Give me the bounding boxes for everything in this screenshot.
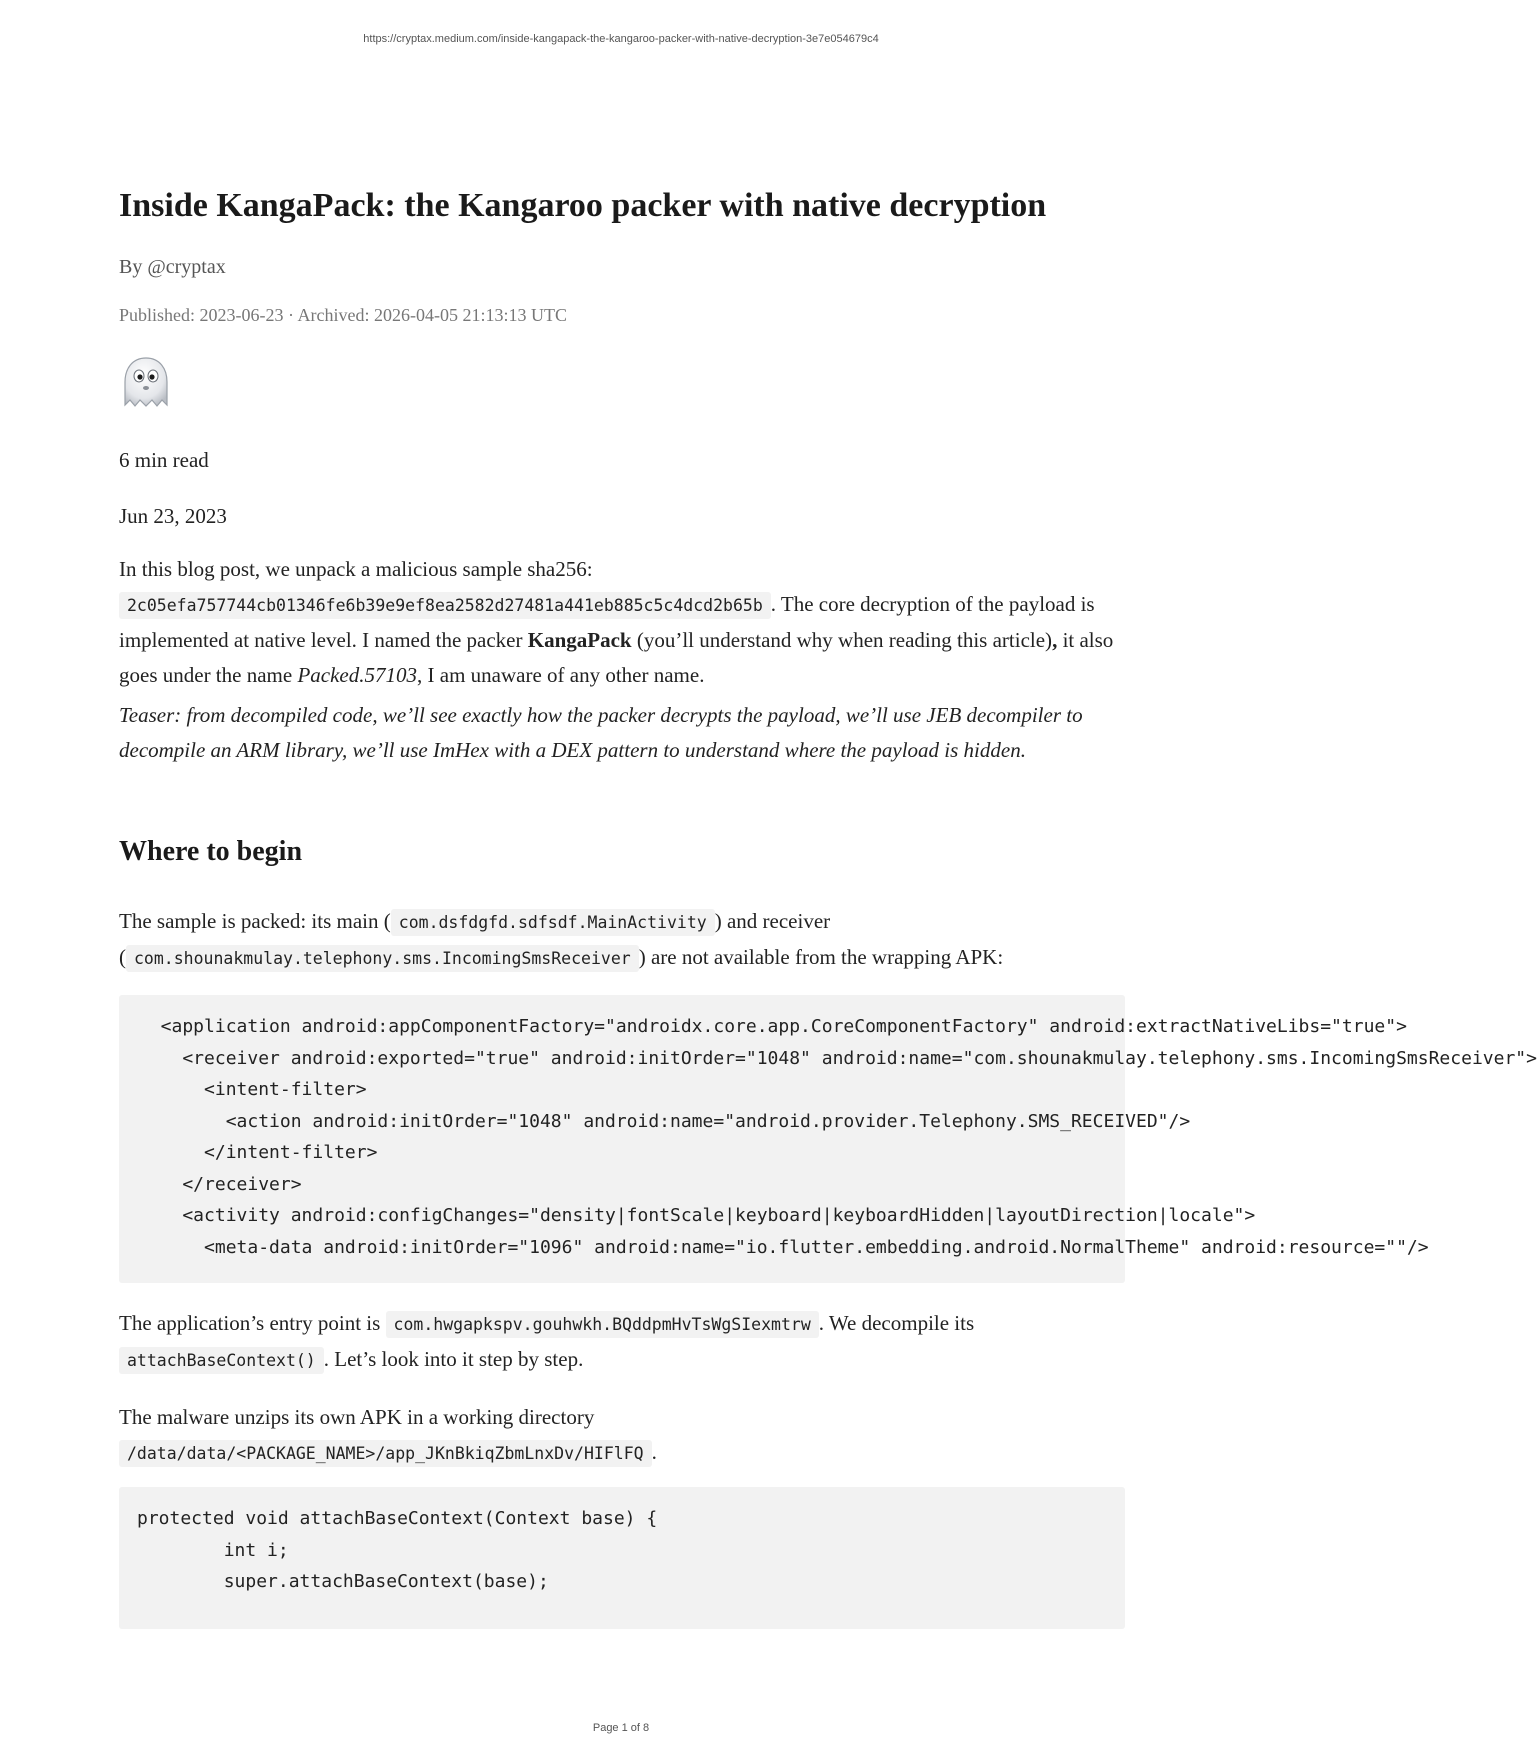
intro-text: . The core decryption of the payload is implemented at native level. I named the packer — [119, 592, 1095, 652]
packed-text: ) and receiver — [714, 909, 831, 933]
entry-class-code: com.hwgapkspv.gouhwkh.BQddpmHvTsWgSIexmtrw — [386, 1311, 819, 1338]
packer-name: KangaPack — [527, 628, 632, 652]
intro-comma: , — [1052, 628, 1058, 652]
packed-text: ( — [119, 945, 126, 969]
page-url: https://cryptax.medium.com/inside-kangapack-the-kangaroo-packer-with-native-decryption-3e7e054679c4 — [363, 33, 879, 45]
code-line: <application android:appComponentFactory="androidx.core.app.CoreComponentFactory" android:extractNativeLibs="true"> — [139, 1016, 1407, 1037]
teaser-paragraph — [119, 698, 1125, 768]
packed-text: The sample is packed: its main ( — [119, 909, 391, 933]
alt-name: Packed.57103 — [297, 663, 417, 687]
byline[interactable]: By @cryptax — [119, 256, 226, 278]
entry-text: . We decompile its — [818, 1311, 975, 1335]
packed-text: ) are not available from the wrapping APK: — [638, 945, 1004, 969]
entry-text: The application’s entry point is — [119, 1311, 386, 1335]
code-line: <receiver android:exported="true" android:initOrder="1048" android:name="com.shounakmulay.telephony.sms.IncomingSmsReceiver"> — [139, 1047, 1537, 1069]
sha256-code: 2c05efa757744cb01346fe6b39e9ef8ea2582d27481a441eb885c5c4dcd2b65b — [119, 592, 771, 619]
intro-text: it also goes under the name — [119, 628, 1114, 687]
code-line: int i; — [137, 1539, 289, 1561]
code-line: </intent-filter> — [139, 1142, 378, 1163]
receiver-code: com.shounakmulay.telephony.sms.IncomingSmsReceiver — [126, 945, 639, 972]
main-activity-code: com.dsfdgfd.sdfsdf.MainActivity — [391, 909, 715, 936]
attach-method-code: attachBaseContext() — [119, 1347, 324, 1374]
packed-paragraph — [119, 904, 1125, 976]
entry-text: . Let’s look into it step by step. — [323, 1347, 584, 1371]
manifest-code-block — [119, 995, 1537, 1283]
intro-paragraph — [119, 552, 1125, 693]
teaser-text: Teaser: from decompiled code, we’ll see exactly how the packer decrypts the payload, we’ll use JEB decompiler to decompile an ARM library, we’ll use ImHex with a DEX pattern to understand where the payload is hidden. — [119, 703, 1083, 762]
code-line: <action android:initOrder="1048" android:name="android.provider.Telephony.SMS_RECEIVED"/> — [139, 1110, 1191, 1132]
ghost-icon — [119, 355, 173, 411]
code-line: protected void attachBaseContext(Context base) { — [137, 1508, 658, 1529]
unzip-paragraph — [119, 1400, 1125, 1471]
page-number: Page 1 of 8 — [592, 1722, 650, 1734]
unzip-text: The malware unzips its own APK in a working directory — [119, 1405, 595, 1429]
section-heading: Where to begin — [119, 836, 303, 867]
article-title: Inside KangaPack: the Kangaroo packer with native decryption — [119, 187, 1047, 224]
code-line: super.attachBaseContext(base); — [137, 1571, 549, 1592]
read-time: 6 min read — [119, 448, 209, 472]
code-line: <activity android:configChanges="density|fontScale|keyboard|keyboardHidden|layoutDirection|locale"> — [139, 1205, 1256, 1226]
entry-paragraph — [119, 1306, 1125, 1378]
unzip-path-code: /data/data/<PACKAGE_NAME>/app_JKnBkiqZbmLnxDv/HIFlFQ — [119, 1440, 652, 1467]
intro-text: (you’ll understand why when reading this article) — [631, 628, 1053, 652]
intro-text: , I am unaware of any other name. — [417, 663, 705, 687]
intro-text: In this blog post, we unpack a malicious sample sha256: — [119, 557, 593, 581]
code-line: <intent-filter> — [139, 1079, 367, 1100]
code-line: <meta-data android:initOrder="1096" android:name="io.flutter.embedding.android.NormalTheme" android:resource=""/> — [139, 1236, 1429, 1258]
java-code-block — [119, 1487, 1125, 1629]
article-date: Jun 23, 2023 — [119, 504, 227, 528]
unzip-text: . — [651, 1440, 657, 1464]
published-date: Published: 2023-06-23 · Archived: 2026-04-05 21:13:13 UTC — [119, 305, 567, 325]
code-line: </receiver> — [139, 1173, 302, 1195]
